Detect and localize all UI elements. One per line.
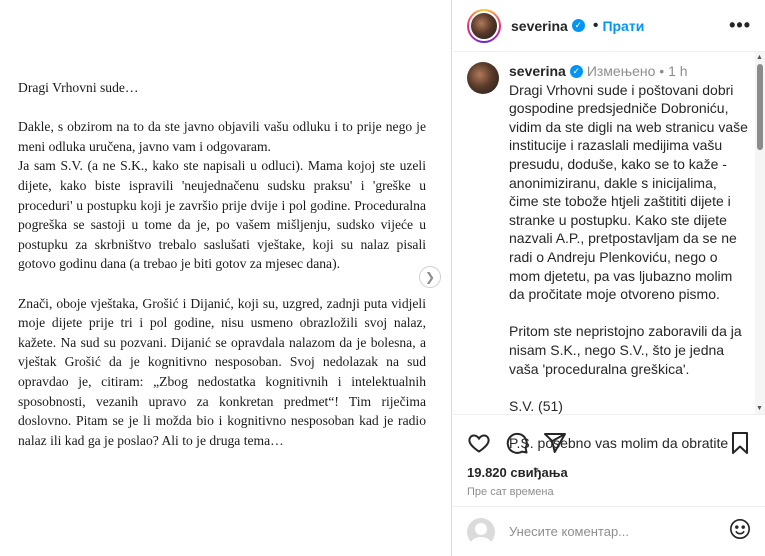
letter-greeting: Dragi Vrhovni sude… [18, 80, 139, 95]
separator-dot: • [592, 16, 599, 34]
caption-section [453, 52, 765, 451]
caption-username[interactable]: severina [509, 63, 566, 79]
post-header [453, 0, 765, 52]
next-image-button[interactable] [419, 266, 441, 288]
likes-count[interactable]: 19.820 свиђања [467, 465, 568, 480]
post-time[interactable]: Пре сат времена [467, 486, 554, 498]
verified-icon: ✓ [572, 19, 585, 32]
story-ring[interactable] [467, 9, 501, 43]
comment-bar [453, 506, 765, 556]
verified-icon: ✓ [570, 65, 583, 78]
heart-icon[interactable] [467, 431, 491, 455]
chevron-right-icon: ❯ [424, 270, 436, 284]
scroll-up-icon[interactable]: ▲ [756, 54, 763, 61]
user-avatar [467, 518, 495, 546]
caption-avatar[interactable] [467, 62, 499, 94]
scroll-thumb[interactable] [757, 64, 763, 150]
bookmark-icon[interactable] [729, 431, 751, 455]
comment-input[interactable] [509, 524, 729, 539]
scroll-down-icon[interactable]: ▼ [756, 405, 763, 412]
letter-paragraph-3: Znači, oboje vještaka, Grošić i Dijanić, koji su, uzgred, zadnji puta vidjeli moje dijete prije tri i pol godine, nisu usmeno obrazložili svoj nalaz, kažete. Na sud su pozvani. Dijanić se opravdala nalazom da je bolesna, a vještak Grošić da je kognitivno nesposoban. Svoj nedolazak na sud opravdao je, citiram: „Zbog nedostatka kognitivnih i intelektualnih sposobnosti, vezanih upravo za konkretan predmet“! Tim riječima doslovno. Pitam se je li možda bio i kognitivno nesposoban kad je radio nalaz ili kad ga je poslao? Ali to je druga tema… [18, 295, 426, 448]
share-icon[interactable] [543, 431, 567, 455]
letter-paragraph-2: Ja sam S.V. (a ne S.K., kako ste napisali u odluci). Mama kojoj ste uzeli dijete, kako biste ispravili 'neujednačenu sudsku praksu' i 'greške u proceduri' u postupku koji je završio prije dvije i pol godine. Proceduralna pogreška se sastoji u tome da je, po vašem mišljenju, sudsko vijeće u postupku za skrbništvo trebalo saslušati vještake, koji su nalaz pisali gotovo godinu dana (a trebao je biti gotov za mjesec dana). [18, 158, 426, 272]
caption-age[interactable]: 1 h [668, 63, 688, 79]
emoji-icon[interactable] [729, 518, 751, 545]
caption-scrollbar[interactable] [755, 52, 765, 414]
letter-text [18, 78, 426, 470]
more-options-button[interactable]: ••• [729, 15, 751, 35]
avatar [469, 11, 499, 41]
letter-paragraph-1: Dakle, s obzirom na to da ste javno objavili vašu odluku i to prije nego je meni odluka uručena, javno vam i odgovaram. [18, 119, 426, 154]
post-actions [453, 414, 765, 506]
separator-dot: • [655, 63, 669, 79]
follow-button[interactable]: Прати [602, 17, 645, 34]
edited-label: Измењено [586, 63, 656, 79]
header-username[interactable]: severina [511, 17, 568, 34]
comment-icon[interactable] [505, 431, 529, 455]
caption-text: Dragi Vrhovni sude i poštovani dobri gospodine predsjedniče Dobroniću, vidim da ste digli na web stranicu vaše institucije i razaslali medijima vašu presudu, doduše, kako se to kaže - anonimiziranu, dakle s inicijalima, čime ste tobože htjeli zaštititi dijete i stranke u postupku. Kako ste dijete nazvali A.P., pretpostavljam da se ne radi o Andreju Plenkoviću, nego o mom djetetu, pa vas ljubazno molim da pročitate moje otvoreno pismo. Pritom ste nepristojno zaboravili da ja nisam S.K., nego S.V., što je jedna vaša 'proceduralna greškica'. S.V. (51) P.S. posebno vas molim da obratite [509, 81, 748, 451]
post-side-panel [453, 0, 765, 556]
